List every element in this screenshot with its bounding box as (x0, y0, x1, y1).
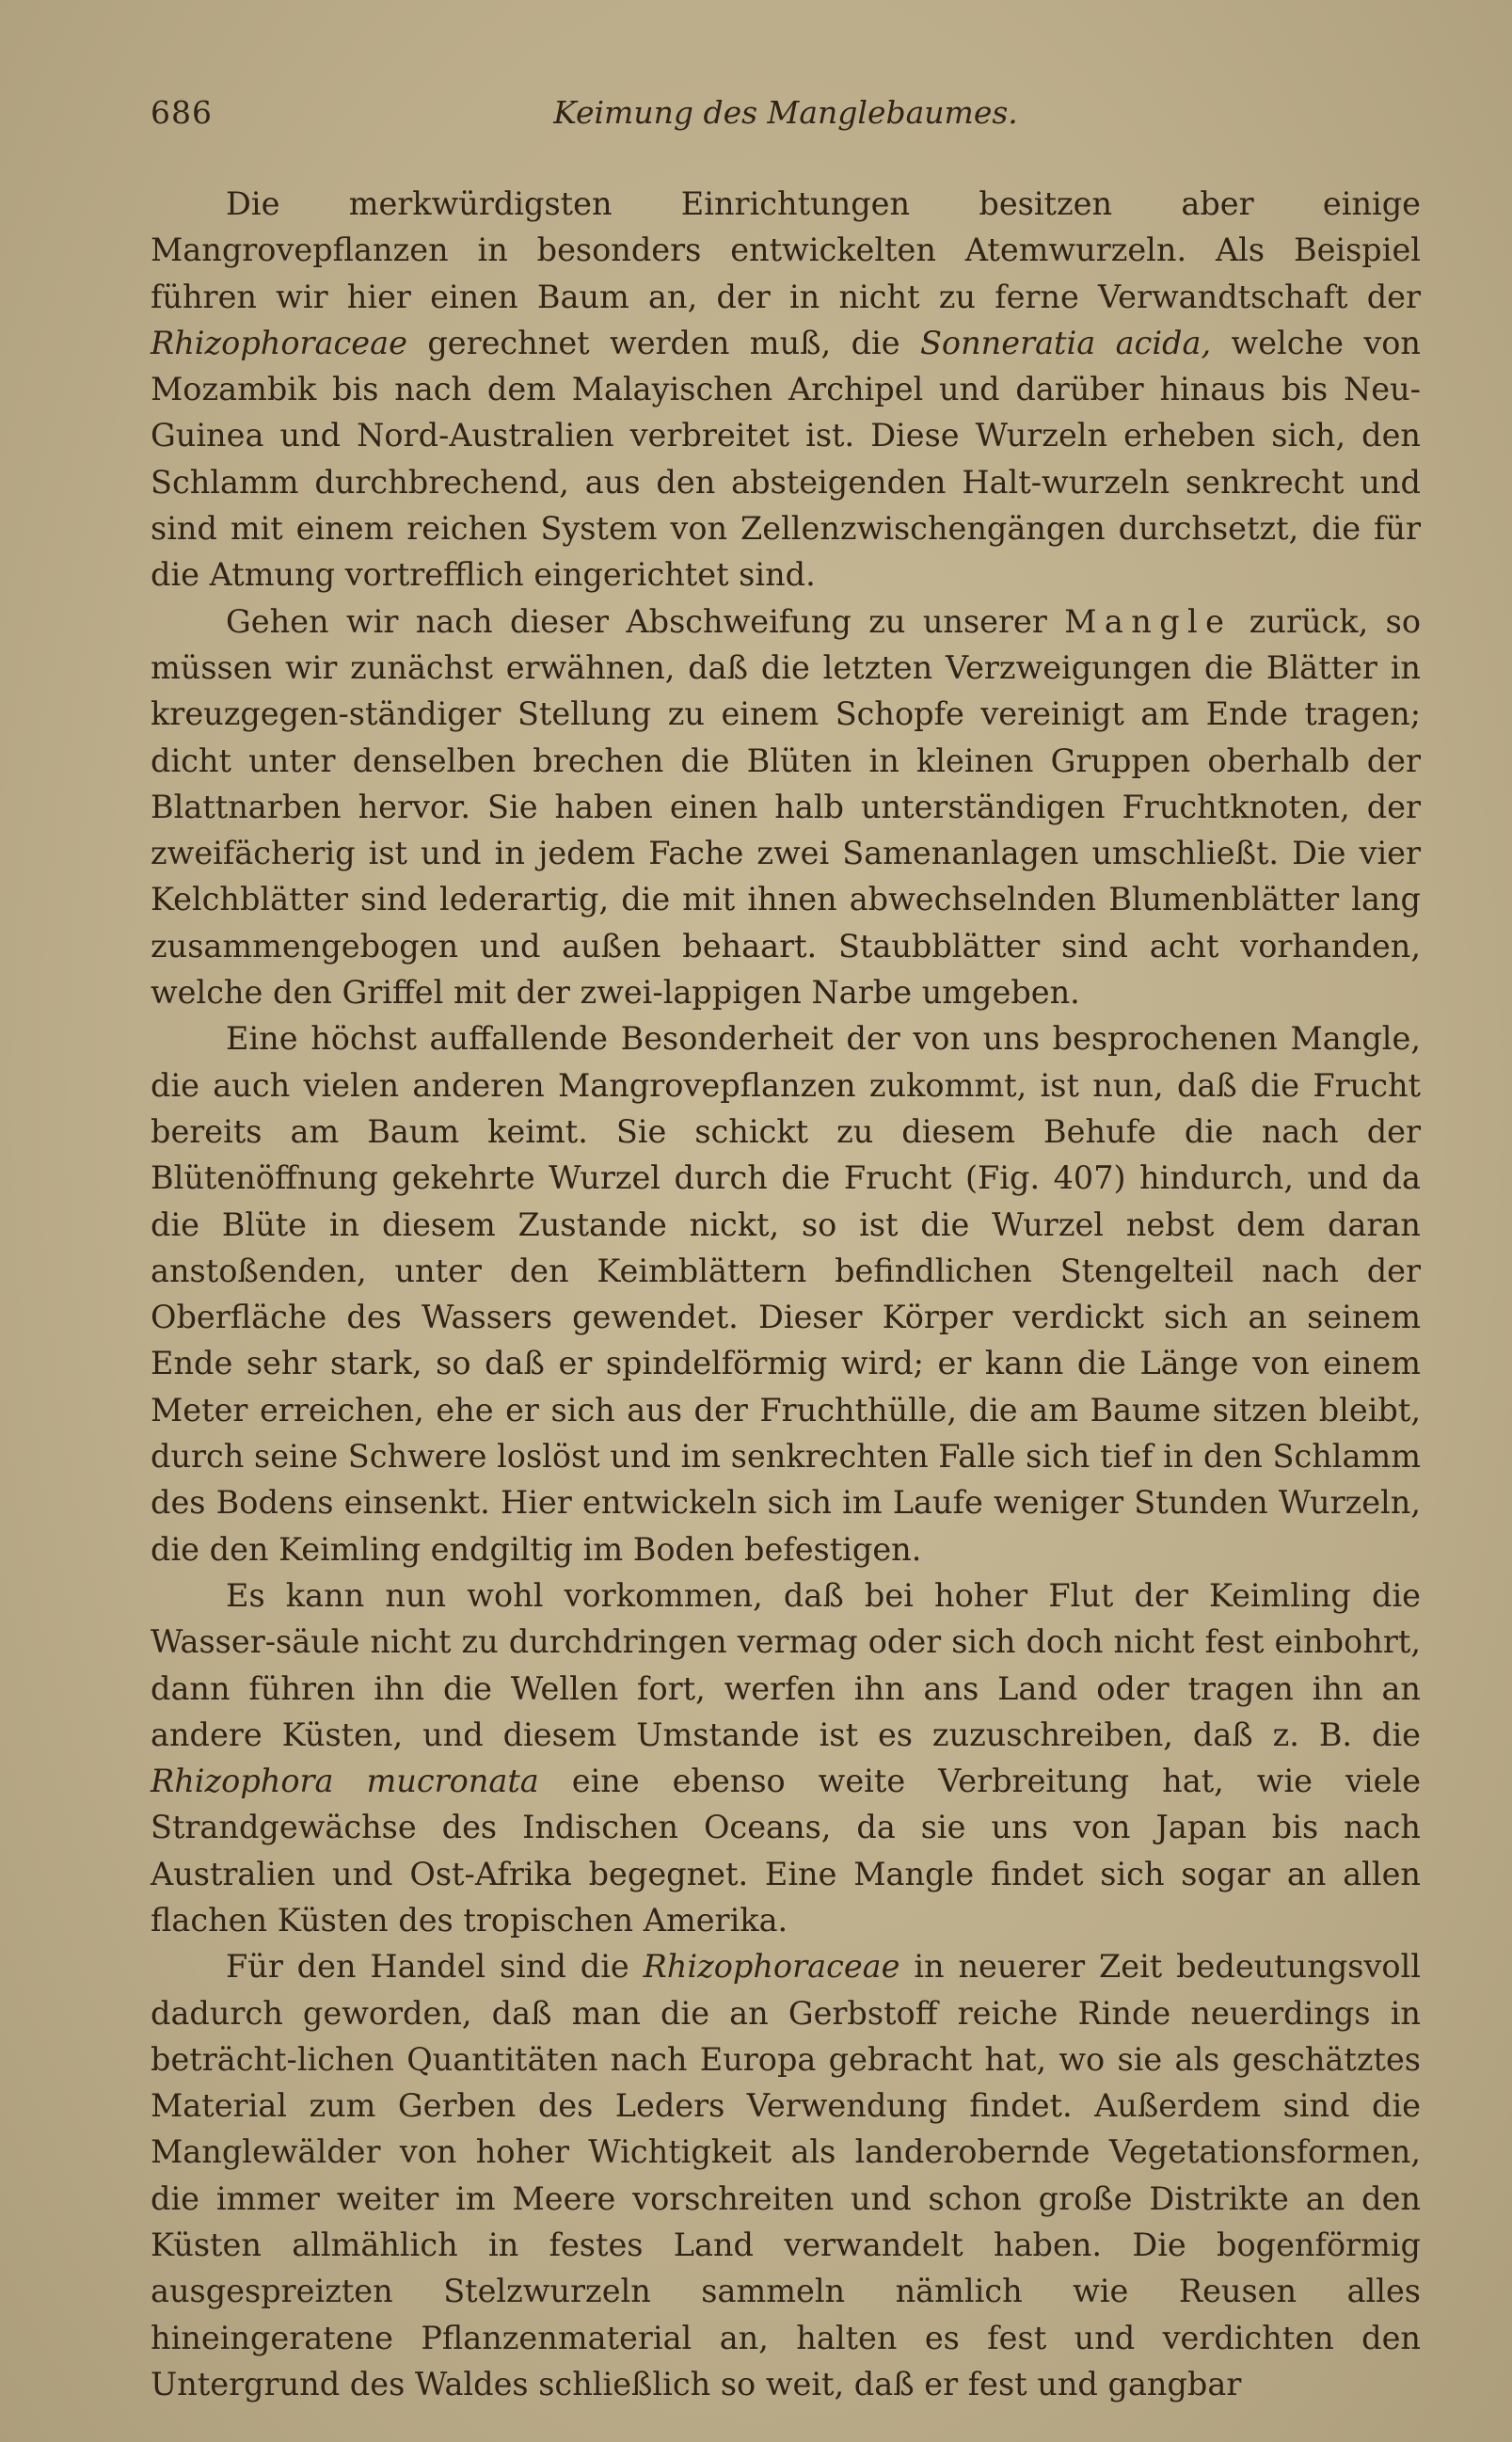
text-run: Eine höchst auffallende Besonderheit der von uns besprochenen Mangle, die auch vielen anderen Mangrovepflanzen zukommt, ist nun, daß die Frucht bereits am Baum keimt. Sie schickt zu diesem Behufe die nach der Blütenöffnung gekehrte Wurzel durch die Frucht (Fig. 407) hindurch, und da die Blüte in diesem Zustande nickt, so ist die Wurzel nebst dem daran anstoßenden, unter den Keimblättern befindlichen Stengelteil nach der Oberfläche des Wassers gewendet. Dieser Körper verdickt sich an seinem Ende sehr stark, so daß er spindelförmig wird; er kann die Länge von einem Meter erreichen, ehe er sich aus der Fruchthülle, die am Baume sitzen bleibt, durch seine Schwere loslöst und im senkrechten Falle sich tief in den Schlamm des Bodens einsenkt. Hier entwickeln sich im Laufe weniger Stunden Wurzeln, die den Keimling endgiltig im Boden befestigen. (151, 1020, 1422, 1568)
text-run: Für den Handel sind die (226, 1948, 644, 1986)
text-run: zurück, so müssen wir zunächst erwähnen, daß die letzten Verzweigungen die Blätter in kreuzgegen-ständiger Stellung zu einem Schopfe vereinigt am Ende tragen; dicht unter denselben brechen die Blüten in kleinen Gruppen oberhalb der Blattnarben hervor. Sie haben einen halb unterständigen Fruchtknoten, der zweifächerig ist und in jedem Fache zwei Samenanlagen umschließt. Die vier Kelchblätter sind lederartig, die mit ihnen abwechselnden Blumenblätter lang zusammengebogen und außen behaart. Staubblätter sind acht vorhanden, welche den Griffel mit der zwei-lappigen Narbe umgeben. (151, 602, 1421, 1012)
text-run: Gehen wir nach dieser Abschweifung zu unserer (226, 602, 1065, 640)
latin-term: Rhizophoraceae (643, 1948, 900, 1986)
body-text (151, 181, 1421, 2407)
paragraph (151, 181, 1421, 599)
running-title: Keimung des Manglebaumes. (553, 94, 1018, 131)
latin-term: Rhizophoraceae (151, 324, 407, 361)
page-header (151, 94, 1421, 141)
text-run: Es kann nun wohl vorkommen, daß bei hoher Flut der Keimling die Wasser-säule nicht zu durchdringen vermag oder sich doch nicht fest einbohrt, dann führen ihn die Wellen fort, werfen ihn ans Land oder tragen ihn an andere Küsten, und diesem Umstande ist es zuzuschreiben, daß z. B. die (151, 1576, 1421, 1753)
latin-term: Rhizophora mucronata (151, 1763, 539, 1800)
text-run: welche von Mozambik bis nach dem Malayischen Archipel und darüber hinaus bis Neu-Guinea und Nord-Australien verbreitet ist. Diese Wurzeln erheben sich, den Schlamm durchbrechend, aus den absteigenden Halt-wurzeln senkrecht und sind mit einem reichen System von Zellenzwischengängen durchsetzt, die für die Atmung vortrefflich eingerichtet sind. (151, 324, 1421, 594)
text-run: in neuerer Zeit bedeutungsvoll dadurch geworden, daß man die an Gerbstoff reiche Rinde neuerdings in beträcht-lichen Quantitäten nach Europa gebracht hat, wo sie als geschätztes Material zum Gerben des Leders Verwendung findet. Außerdem sind die Manglewälder von hoher Wichtigkeit als landerobernde Vegetationsformen, die immer weiter im Meere vorschreiten und schon große Distrikte an den Küsten allmählich in festes Land verwandelt haben. Die bogenförmig ausgespreizten Stelzwurzeln sammeln nämlich wie Reusen alles hineingeratene Pflanzenmaterial an, halten es fest und verdichten den Untergrund des Waldes schließlich so weit, daß er fest und gangbar (151, 1948, 1421, 2402)
page-number: 686 (151, 94, 213, 131)
text-run: Die merkwürdigsten Einrichtungen besitzen aber einige Mangrovepflanzen in besonders entwickelten Atemwurzeln. Als Beispiel führen wir hier einen Baum an, der in nicht zu ferne Verwandtschaft der (151, 185, 1421, 315)
paragraph (151, 599, 1421, 1016)
text-run: gerechnet werden muß, die (406, 324, 920, 361)
paragraph (151, 1943, 1421, 2407)
paragraph (151, 1572, 1421, 1943)
text-run: eine ebenso weite Verbreitung hat, wie viele Strandgewächse des Indischen Oceans, da sie uns von Japan bis nach Australien und Ost-Afrika begegnet. Eine Mangle findet sich sogar an allen flachen Küsten des tropischen Amerika. (151, 1763, 1421, 1939)
paragraph (151, 1015, 1421, 1572)
spaced-emphasis: Mangle (1064, 602, 1233, 640)
latin-term: Sonneratia acida, (919, 324, 1212, 361)
